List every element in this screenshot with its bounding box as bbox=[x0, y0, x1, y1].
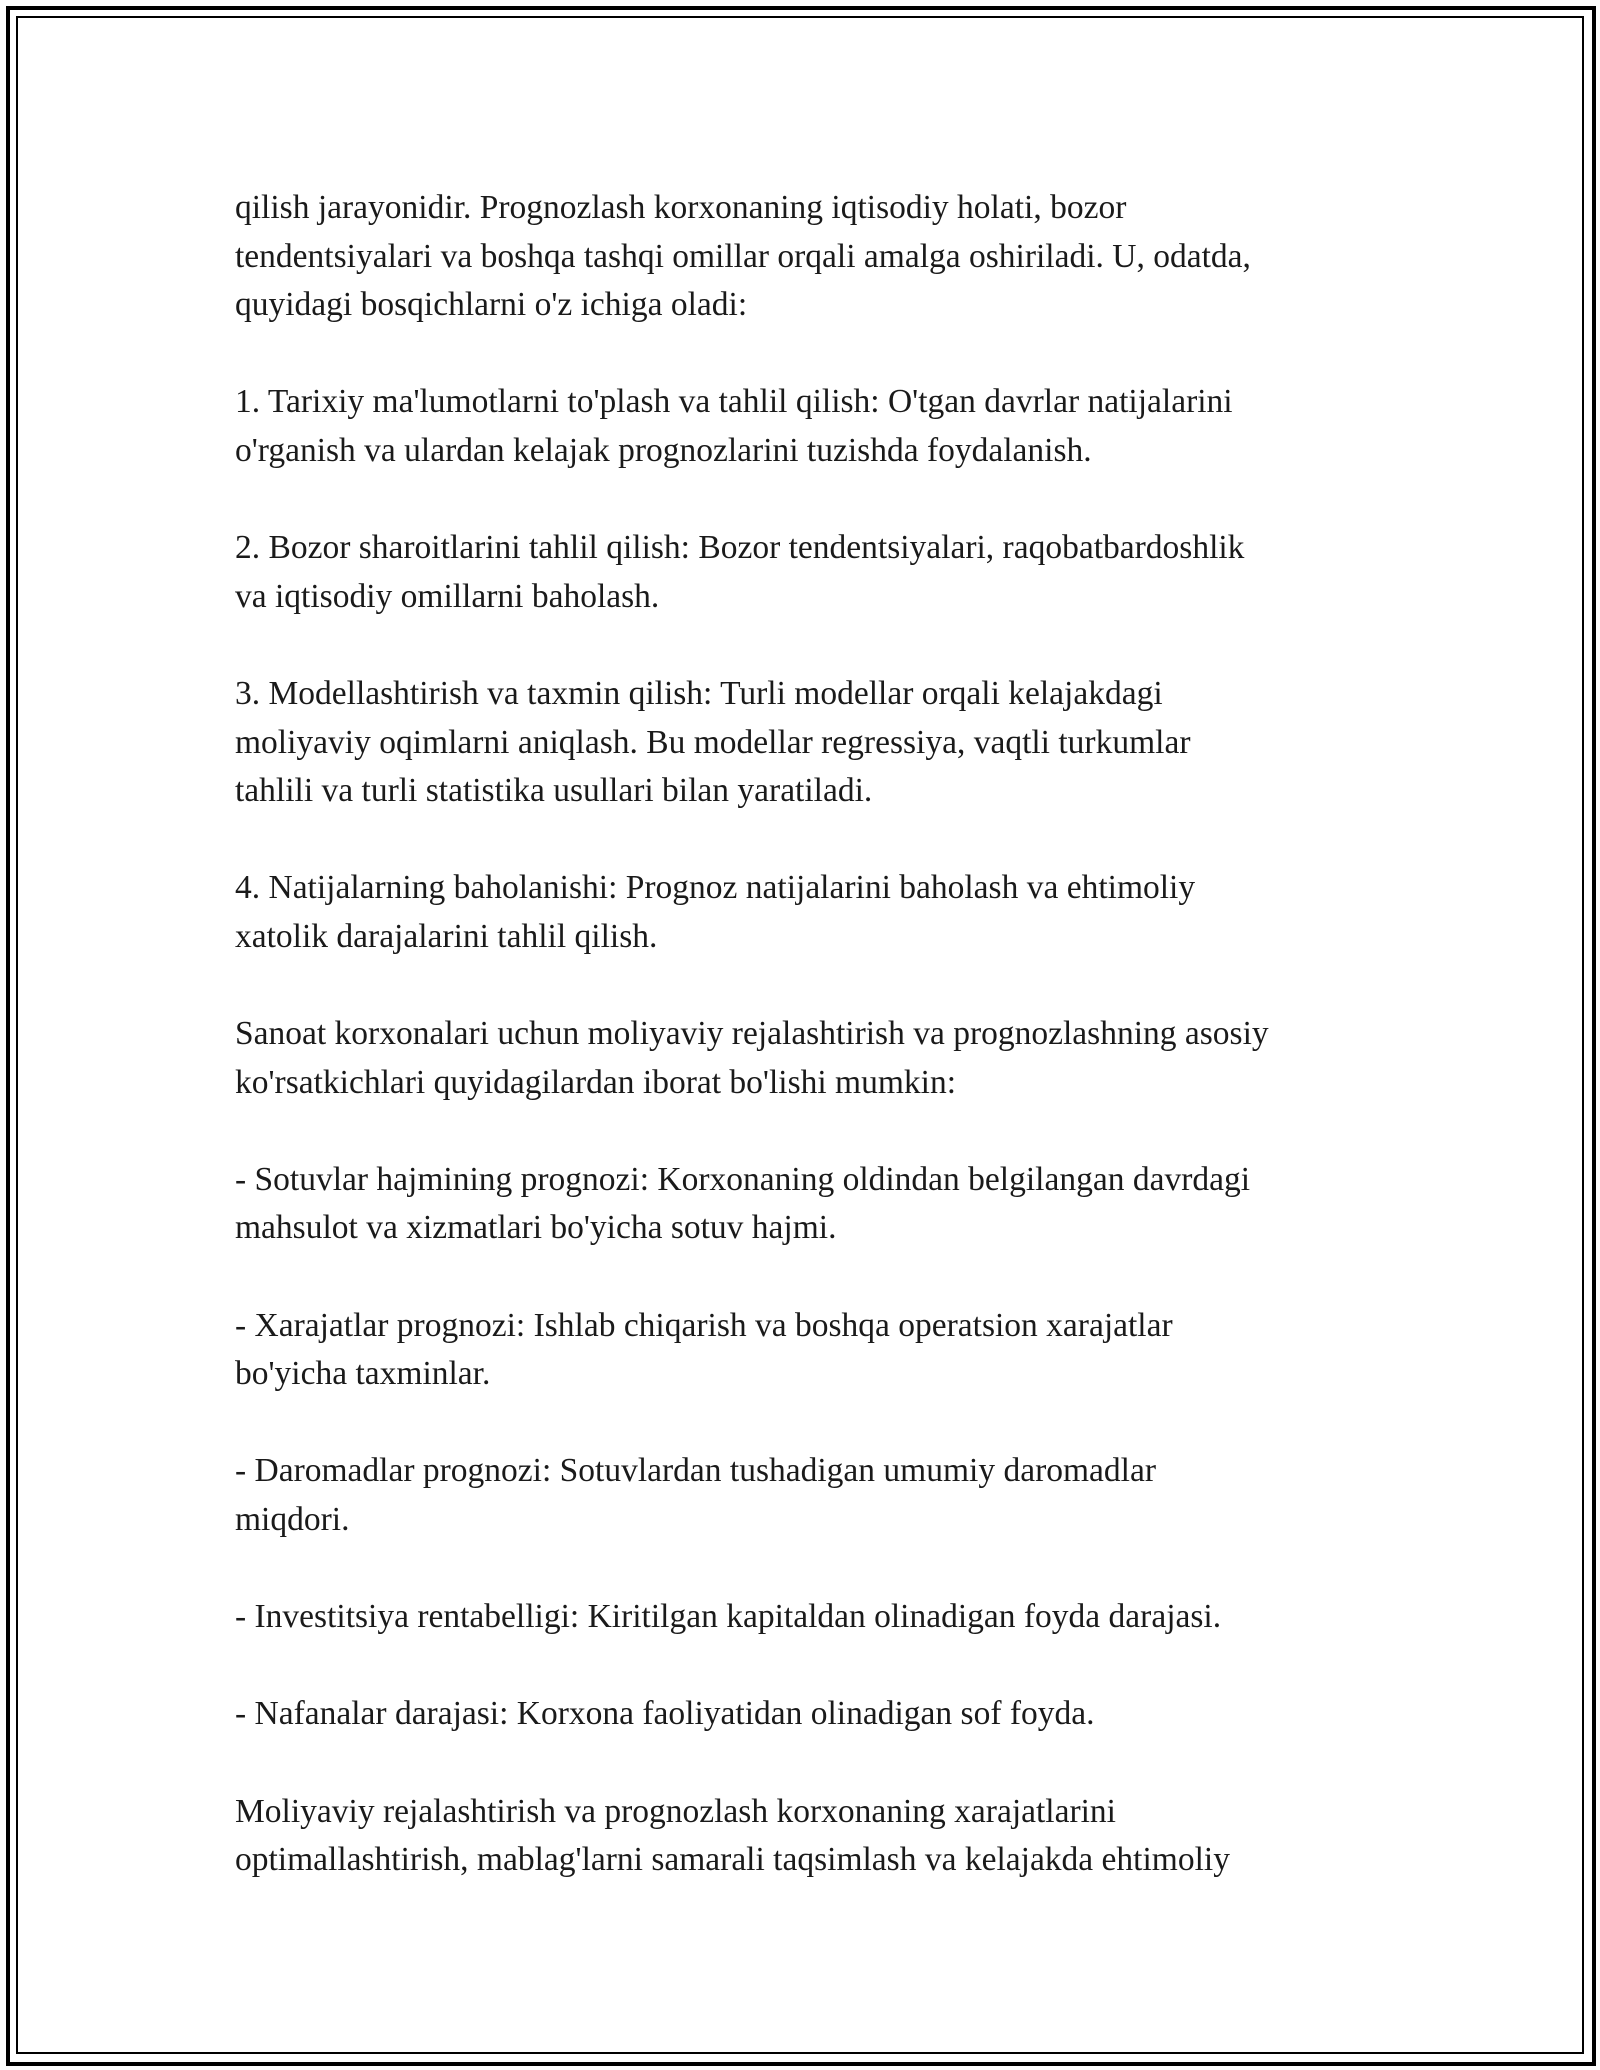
list-item-4 bbox=[235, 864, 1380, 961]
list-item-1 bbox=[235, 378, 1380, 475]
text-line: Moliyaviy rejalashtirish va prognozlash korxonaning xarajatlarini bbox=[235, 1792, 1116, 1830]
text-line: moliyaviy oqimlarni aniqlash. Bu modellar regressiya, vaqtli turkumlar bbox=[235, 723, 1191, 761]
text-line: Sanoat korxonalari uchun moliyaviy rejalashtirish va prognozlashning asosiy bbox=[235, 1015, 1269, 1053]
paragraph-intro bbox=[235, 184, 1380, 330]
text-line: qilish jarayonidir. Prognozlash korxonaning iqtisodiy holati, bozor bbox=[235, 189, 1127, 226]
list-item-2 bbox=[235, 524, 1380, 621]
text-line: 3. Modellashtirish va taxmin qilish: Turli modellar orqali kelajakdagi bbox=[235, 674, 1163, 712]
bullet-investment-return bbox=[235, 1593, 1380, 1642]
text-line: 4. Natijalarning baholanishi: Prognoz natijalarini baholash va ehtimoliy bbox=[235, 869, 1196, 907]
text-line: - Daromadlar prognozi: Sotuvlardan tushadigan umumiy daromadlar bbox=[235, 1452, 1157, 1490]
document-body bbox=[235, 184, 1380, 1885]
bullet-expense-forecast bbox=[235, 1302, 1380, 1399]
text-line: tendentsiyalari va boshqa tashqi omillar orqali amalga oshiriladi. U, odatda, bbox=[235, 237, 1251, 275]
text-line: - Xarajatlar prognozi: Ishlab chiqarish va boshqa operatsion xarajatlar bbox=[235, 1306, 1173, 1344]
text-line: ko'rsatkichlari quyidagilardan iborat bo'lishi mumkin: bbox=[235, 1063, 957, 1101]
text-line: optimallashtirish, mablag'larni samarali taqsimlash va kelajakda ehtimoliy bbox=[235, 1841, 1230, 1879]
bullet-sales-forecast bbox=[235, 1156, 1380, 1253]
text-line: bo'yicha taxminlar. bbox=[235, 1355, 491, 1393]
text-line: - Nafanalar darajasi: Korxona faoliyatidan olinadigan sof foyda. bbox=[235, 1695, 1095, 1733]
text-line: o'rganish va ulardan kelajak prognozlarini tuzishda foydalanish. bbox=[235, 431, 1092, 469]
text-line: tahlili va turli statistika usullari bilan yaratiladi. bbox=[235, 772, 873, 810]
text-line: 2. Bozor sharoitlarini tahlil qilish: Bozor tendentsiyalari, raqobatbardoshlik bbox=[235, 529, 1245, 567]
text-line: - Investitsiya rentabelligi: Kiritilgan kapitaldan olinadigan foyda darajasi. bbox=[235, 1598, 1222, 1636]
text-line: xatolik darajalarini tahlil qilish. bbox=[235, 917, 658, 955]
paragraph-conclusion bbox=[235, 1788, 1380, 1885]
text-line: quyidagi bosqichlarni o'z ichiga oladi: bbox=[235, 286, 748, 324]
text-line: mahsulot va xizmatlari bo'yicha sotuv hajmi. bbox=[235, 1209, 837, 1247]
bullet-income-forecast bbox=[235, 1447, 1380, 1544]
text-line: miqdori. bbox=[235, 1501, 350, 1539]
list-item-3 bbox=[235, 670, 1380, 816]
text-line: - Sotuvlar hajmining prognozi: Korxonaning oldindan belgilangan davrdagi bbox=[235, 1160, 1251, 1198]
paragraph-indicators-intro bbox=[235, 1010, 1380, 1107]
text-line: va iqtisodiy omillarni baholash. bbox=[235, 577, 660, 615]
bullet-profit-level bbox=[235, 1690, 1380, 1739]
text-line: 1. Tarixiy ma'lumotlarni to'plash va tahlil qilish: O'tgan davrlar natijalarini bbox=[235, 383, 1233, 421]
